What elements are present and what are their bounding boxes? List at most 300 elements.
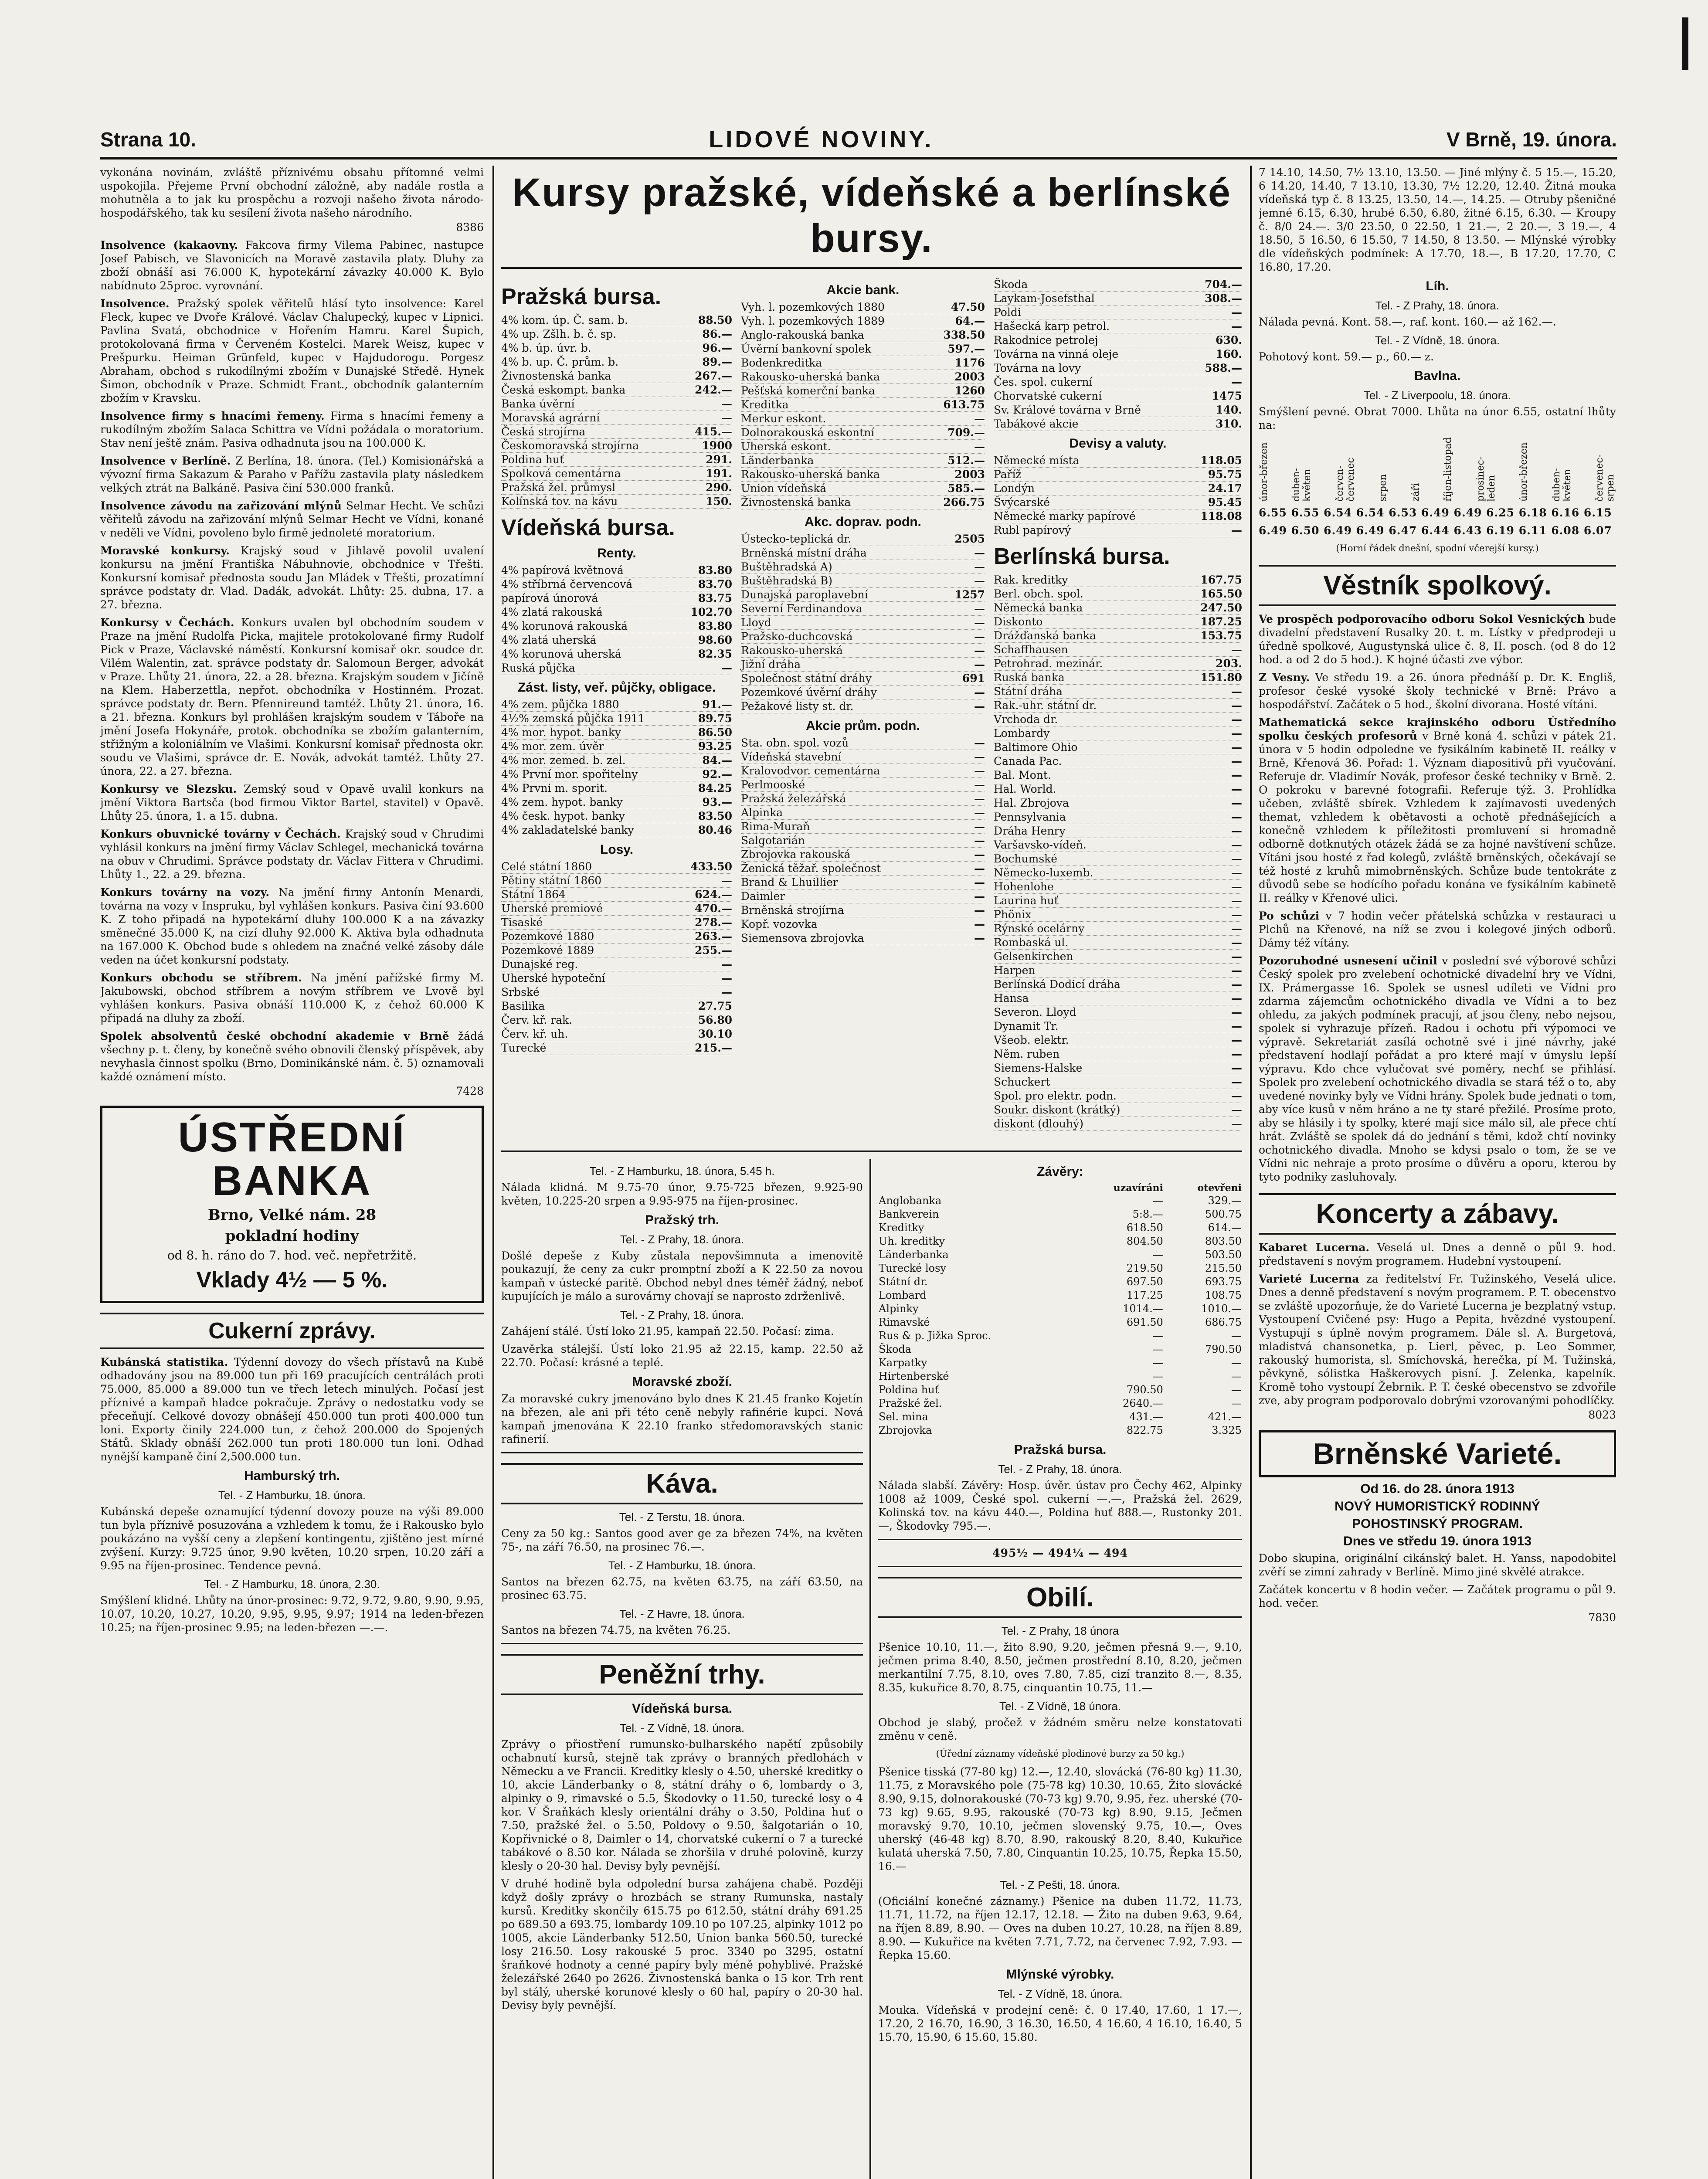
berlin-quote-row bbox=[994, 810, 1242, 824]
berlin-quote-row bbox=[994, 754, 1242, 768]
prague-quote-name: 4% b. up. Č. prům. b. bbox=[501, 356, 619, 368]
berlin-quote-name: Státní dráha bbox=[994, 685, 1063, 698]
insolvency-heading: Insolvence v Berlíně. bbox=[100, 455, 231, 467]
berlin-quote-name: Drážďanská banka bbox=[994, 629, 1096, 642]
industry-quote-name: Rima-Muraň bbox=[741, 820, 810, 833]
transport-quote-value: — bbox=[974, 700, 985, 713]
renty-quote-name: Ruská půjčka bbox=[501, 662, 575, 674]
zast-quote-value: 86.50 bbox=[698, 726, 732, 739]
renty-quote-row bbox=[501, 591, 732, 605]
zavery-row bbox=[878, 1343, 1242, 1356]
transport-quote-name: Rakousko-uherská bbox=[741, 644, 843, 657]
bank-quote-row bbox=[741, 314, 985, 328]
bank-quote-name: Rakousko-uherská banka bbox=[741, 370, 880, 383]
bank-quote-row bbox=[741, 440, 985, 454]
berlin-quote-row bbox=[994, 671, 1242, 685]
cotton-title: Bavlna. bbox=[1414, 369, 1461, 383]
industry-quote-row bbox=[741, 806, 985, 820]
insolvency-text: Fakcova firmy Vilema Pabinec, nastupce Josef Pabisch, ve Slavonicích na Moravě zastavila platy. Dluhy za zboží obnáší asi 76.000 K, hypotekární závazky 40.000 K. Bylo nabídnuto 25proc. vyrovnání. bbox=[100, 239, 484, 292]
industry-quote-2-name: Poldi bbox=[994, 306, 1021, 319]
prague-quote-row bbox=[501, 369, 732, 383]
losy-quote-name: Pozemkové 1880 bbox=[501, 930, 594, 943]
industry-quote-2-row bbox=[994, 361, 1242, 375]
zast-quote-row bbox=[501, 795, 732, 809]
zast-quote-value: 92.— bbox=[702, 768, 732, 781]
prague-quote-row bbox=[501, 439, 732, 453]
industry-quote-2-row bbox=[994, 389, 1242, 403]
column-divider-1 bbox=[492, 166, 494, 2179]
zast-quote-row bbox=[501, 726, 732, 740]
losy-quote-value: 30.10 bbox=[698, 1028, 732, 1040]
industry-quote-2-row bbox=[994, 319, 1242, 333]
club-news-heading: Z Vesny. bbox=[1259, 671, 1310, 684]
lead-signature: 8386 bbox=[456, 221, 484, 234]
bank-quote-row bbox=[741, 496, 985, 509]
issue-date: V Brně, 19. února. bbox=[1446, 128, 1617, 151]
mill-continuation: 7 14.10, 14.50, 7½ 13.10, 13.50. — Jiné mlýny č. 5 15.—, 15.20, 6 14.20, 14.40, 7 13.10, 13.30, 7½ 12.20, 12.40. Žitná mouka vídeňská typ č. 8 13.25, 13.50, 14.—, 14.25. — Otruby pšeničné jemné 6.15, 6.30, hrubé 6.50, 6.80, žitné 6.15, 6.30. — Kroupy č. 8/0 24.—. 3/0 23.50, 0 22.50, 1 21.—, 2 20.—, 3 19.—, 4 18.50, 5 16.50, 6 15.50, 7 14.50, 8 13.50. — Mlýnské výrobky dle vídeňských podmínek: A 17.70, 18.—, B 17.20, 17.70, C 16.80, 17.20. bbox=[1259, 166, 1616, 273]
club-news-item bbox=[1259, 716, 1616, 905]
transport-list bbox=[741, 532, 985, 713]
industry-quote-name: Salgotarián bbox=[741, 834, 805, 847]
zast-quote-name: 4% zakladatelské banky bbox=[501, 824, 634, 836]
transport-quote-value: — bbox=[974, 644, 985, 657]
transport-quote-name: Lloyd bbox=[741, 616, 771, 629]
industry-quote-name: Siemensova zbrojovka bbox=[741, 932, 864, 944]
insolvency-text: Selmar Hecht. Ve schůzi věřitelů závodu na zařizování mlýnů Selmar Hecht ve Vídni, konané v neděli ve Vídni, povoleno bylo firmě jednoleté moratorium. bbox=[100, 499, 484, 539]
spirit-tel-2: Tel. - Z Vídně, 18. února. bbox=[1375, 334, 1500, 347]
berlin-quote-name: Laurina huť bbox=[994, 894, 1059, 907]
industry-quote-row bbox=[741, 764, 985, 778]
cotton-month: duben-květen bbox=[1551, 468, 1573, 502]
industry-quote-2-name: Chorvatské cukerní bbox=[994, 390, 1102, 402]
hamburg-tel-2: Tel. - Z Hamburku, 18. února, 2.30. bbox=[204, 1578, 380, 1591]
bank-quote-value: 1176 bbox=[954, 356, 985, 369]
variete-text: Dobo skupina, originální cikánský balet. H. Yanss, napodobitel zvěří se zimní zahrady v Berlíně. Mimo jiné skvělé atrakce. bbox=[1259, 1552, 1616, 1578]
zavery-open: 803.50 bbox=[1205, 1235, 1242, 1247]
renty-quote-value: 83.75 bbox=[698, 592, 732, 604]
industry-quote-2-name: Laykam-Josefsthal bbox=[994, 292, 1095, 305]
zast-quote-row bbox=[501, 740, 732, 753]
transport-quote-name: Pozemkové úvěrní dráhy bbox=[741, 686, 877, 699]
berlin-quote-value: — bbox=[1231, 643, 1242, 656]
bank-quote-row bbox=[741, 342, 985, 356]
insolvency-text: Konkurs uvalen byl obchodním soudem v Praze na jmění Rudolfa Picka, majitele protokolované firmy Rudolf Pick v Praze, Václavské náměstí. Konkursní komisař okr. soudce dr. Vilém Walentin, zat. správce podstaty dr. Salomoun Berger, advokát v Praze. Lhůty 21. února, 22. a 28. března. Krajským soudem v Jičíně na Klem. Haberzettla, nepřot. obchodníka v Hostinném. Prozat. správce podstaty dr. Bern. Pfennireund tamtéž. Lhůty 21. února, 16. a 21. března. Konkurs byl prohlášen krajským soudem v Táboře na jmění Josefa Hokynáře, protok. obchodníka se zbožím galanterním, střižným a koloniálním ve Vlašimi. Konkursní komisař přednosta okr. soudu ve Vlašimi, správce dr. E. Novák, advokát tamtéž. Lhůty 27. února, 22. a 27. března. bbox=[100, 616, 484, 777]
bank-quote-value: 585.— bbox=[947, 482, 985, 495]
berlin-quote-value: 247.50 bbox=[1200, 601, 1242, 614]
column-1 bbox=[100, 166, 484, 2179]
zavery-name: Uh. kreditky bbox=[879, 1235, 945, 1247]
prague-quote-value: 290. bbox=[706, 481, 732, 494]
industry-quote-name: Perlmooské bbox=[741, 778, 805, 791]
berlin-quote-value: — bbox=[1231, 922, 1242, 935]
berlin-quote-name: Dráha Henry bbox=[994, 825, 1066, 837]
industry-quote-name: Pražská železářská bbox=[741, 792, 846, 805]
insolvency-item bbox=[100, 297, 484, 405]
devisy-quote-row bbox=[994, 454, 1242, 468]
berlin-quote-name: Hal. World. bbox=[994, 783, 1056, 795]
industry-quote-name: Kralovodvor. cementárna bbox=[741, 764, 880, 777]
zavery-close: 618.50 bbox=[1126, 1222, 1163, 1234]
losy-quote-row bbox=[501, 902, 732, 916]
prague-quote-name: Banka úvěrní bbox=[501, 397, 575, 410]
zavery-row bbox=[878, 1356, 1242, 1370]
berlin-quote-name: Petrohrad. mezinár. bbox=[994, 657, 1103, 670]
losy-quote-value: 255.— bbox=[695, 944, 732, 957]
insolvency-item bbox=[100, 238, 484, 292]
header-rule bbox=[100, 157, 1617, 160]
page-edge-mark bbox=[1682, 17, 1688, 70]
lead-paragraph: vykonána novinám, zvláště příznivému obsahu přítomné velmi uspokojila. Přejeme První obchodní záložně, aby nadále rostla a mohutněla a to jak ku prospěchu a rozvoji našeho života národo-hospodářského, tak ku sesílení života našeho národního. bbox=[100, 166, 484, 219]
berlin-quote-name: Bochumské bbox=[994, 852, 1058, 865]
losy-quote-row bbox=[501, 874, 732, 888]
berlin-quote-row bbox=[994, 643, 1242, 657]
transport-quote-value: — bbox=[974, 630, 985, 643]
zavery-name: Pražské žel. bbox=[879, 1397, 942, 1409]
transport-quote-row bbox=[741, 560, 985, 574]
zast-quote-name: 4% zem. hypot. banky bbox=[501, 796, 623, 808]
cotton-prices-today: 6.55 6.55 6.54 6.54 6.53 6.49 6.49 6.25 6.18 6.16 6.15 bbox=[1259, 506, 1612, 519]
variete-text-2: Začátek koncertu v 8 hodin večer. — Začátek programu o půl 9. hod. večer. bbox=[1259, 1583, 1616, 1609]
zavery-row bbox=[878, 1316, 1242, 1329]
berlin-quote-name: Gelsenkirchen bbox=[994, 950, 1073, 963]
devisy-list bbox=[994, 454, 1242, 537]
berlin-quote-value: — bbox=[1231, 950, 1242, 963]
losy-quote-name: Červ. kř. rak. bbox=[501, 1014, 573, 1026]
berlin-quote-value: — bbox=[1231, 908, 1242, 921]
bank-quote-row bbox=[741, 384, 985, 398]
industry-quote-2-value: 704.— bbox=[1205, 278, 1242, 291]
ad-deposits: Vklady 4½ — 5 %. bbox=[196, 1267, 388, 1293]
variete-date-2: Dnes ve středu 19. února 1913 bbox=[1343, 1534, 1531, 1548]
industry-quote-2-value: 1475 bbox=[1212, 390, 1242, 402]
club-news-title: Věstník spolkový. bbox=[1259, 565, 1616, 606]
zavery-open: 693.75 bbox=[1205, 1276, 1242, 1288]
hamburg-tel: Tel. - Z Hamburku, 18. února. bbox=[218, 1489, 366, 1502]
industry-quote-row bbox=[741, 792, 985, 806]
sugar-text: Týdenní dovozy do všech přístavů na Kubě odhadovány jsou na 89.000 tun při 169 pracujících centrálách proti 75.000, 85.000 a 89.000 tun ve třech letech minulých. Počasí jest příznivé a kampaň hladce pokračuje. Zprávy o nedostatku vody se přeceňují. Celkové dovozy obnášejí 450.000 tun proti 400.000 tun loni. Exporty činily 224.000 tun, z čehož 200.000 do Spojených Států. Sklady obnáší 262.000 tun proti 180.000 tun loni. Odhad nynější kampaně činí 2,500.000 tun. bbox=[100, 1356, 484, 1463]
insolvency-heading: Konkurs továrny na vozy. bbox=[100, 886, 270, 899]
renty-list bbox=[501, 563, 732, 675]
devisy-quote-value: 118.08 bbox=[1200, 510, 1242, 523]
zavery-close: — bbox=[1152, 1330, 1163, 1342]
variete-dates: Od 16. do 28. února 1913 bbox=[1360, 1482, 1514, 1496]
sugar-heading: Kubánská statistika. bbox=[100, 1356, 228, 1368]
berlin-quote-value: 167.75 bbox=[1200, 574, 1242, 586]
industry-quote-row bbox=[741, 876, 985, 889]
industry-quote-2-name: Sv. Králové továrna v Brně bbox=[994, 404, 1141, 416]
renty-quote-row bbox=[501, 605, 732, 619]
bank-quote-name: Dolnorakouská eskontní bbox=[741, 426, 875, 439]
industry-quote-row bbox=[741, 903, 985, 917]
column-2 bbox=[501, 1159, 863, 2179]
berlin-quote-value: — bbox=[1231, 797, 1242, 809]
berlin-quote-row bbox=[994, 1019, 1242, 1033]
money-tel: Tel. - Z Vídně, 18. února. bbox=[619, 1721, 745, 1734]
zavery-close: 804.50 bbox=[1126, 1235, 1163, 1247]
berlin-quote-value: — bbox=[1231, 825, 1242, 837]
industry-quote-value: — bbox=[974, 792, 985, 805]
losy-quote-row bbox=[501, 860, 732, 874]
transport-quote-row bbox=[741, 588, 985, 602]
berlin-quote-row bbox=[994, 880, 1242, 894]
industry-quote-row bbox=[741, 917, 985, 931]
devisy-quote-name: Německé místa bbox=[994, 454, 1080, 467]
prague-quote-row bbox=[501, 467, 732, 481]
zavery-praha-text: Nálada slabší. Závěry: Hosp. úvěr. ústav pro Čechy 462, Alpinky 1008 až 1009, České spol. cukerní —.—, Pražská žel. 2629, Kolinská tov. na kávu 440.—, Poldina huť 888.—, Rustonky 201.—, Škodovky 795.—. bbox=[878, 1479, 1242, 1532]
transport-quote-value: — bbox=[974, 616, 985, 629]
transport-quote-row bbox=[741, 658, 985, 672]
bank-quote-value: 709.— bbox=[947, 426, 985, 439]
prague-quote-value: 96.— bbox=[702, 342, 732, 354]
grain-title: Obilí. bbox=[878, 1577, 1242, 1618]
losy-quote-value: 470.— bbox=[695, 902, 732, 915]
losy-quote-row bbox=[501, 957, 732, 971]
berlin-quote-value: — bbox=[1231, 1103, 1242, 1116]
zast-title: Zást. listy, veř. půjčky, obligace. bbox=[517, 680, 716, 695]
mill-tel: Tel. - Z Vídně, 18. února. bbox=[998, 1987, 1123, 2000]
variete-program-2: POHOSTINSKÝ PROGRAM. bbox=[1352, 1517, 1523, 1531]
berlin-quote-row bbox=[994, 685, 1242, 699]
berlin-quote-name: Berl. obch. spol. bbox=[994, 587, 1083, 600]
transport-quote-row bbox=[741, 616, 985, 630]
coffee-text-3: Santos na březen 74.75, na květen 76.25. bbox=[501, 1624, 731, 1636]
newspaper-title: LIDOVÉ NOVINY. bbox=[709, 126, 934, 153]
berlin-quote-name: Soukr. diskont (krátký) bbox=[994, 1103, 1121, 1116]
bank-quote-row bbox=[741, 412, 985, 426]
prague-market-text-2: Zahájení stálé. Ústí loko 21.95, kampaň 22.50. Počasí: zima. bbox=[501, 1325, 834, 1337]
moravian-goods-title: Moravské zboží. bbox=[632, 1375, 733, 1389]
industry-quote-name: Brand & Lhuillier bbox=[741, 876, 839, 889]
grain-tel-2: Tel. - Z Vídně, 18 února. bbox=[999, 1700, 1121, 1713]
zast-quote-name: 4% První mor. spořitelny bbox=[501, 768, 638, 781]
berlin-quote-value: — bbox=[1231, 1062, 1242, 1074]
concert-item bbox=[1259, 1272, 1616, 1407]
zavery-open: 329.— bbox=[1208, 1195, 1242, 1207]
zavery-open: — bbox=[1231, 1397, 1242, 1409]
zavery-row bbox=[878, 1248, 1242, 1262]
column-divider-3 bbox=[1250, 166, 1252, 2179]
devisy-quote-value: 118.05 bbox=[1200, 454, 1242, 467]
cotton-months bbox=[1259, 436, 1616, 502]
berlin-bourse-list bbox=[994, 573, 1242, 1131]
industry-quote-row bbox=[741, 778, 985, 792]
exchange-hamburg-tel: Tel. - Z Hamburku, 18. února, 5.45 h. bbox=[589, 1164, 775, 1178]
berlin-quote-name: Dynamit Tr. bbox=[994, 1020, 1059, 1032]
losy-quote-name: Červ. kř. uh. bbox=[501, 1028, 568, 1040]
insolvency-heading: Insolvence. bbox=[100, 297, 170, 310]
industry-quote-row bbox=[741, 820, 985, 834]
berlin-quote-row bbox=[994, 726, 1242, 740]
prague-quote-row bbox=[501, 453, 732, 467]
industry-quote-name: Vídeňská stavební bbox=[741, 750, 842, 763]
exchange-title: Kursy pražské, vídeňské a berlínské bursy. bbox=[501, 170, 1242, 269]
berlin-quote-row bbox=[994, 838, 1242, 852]
insolvency-list bbox=[100, 238, 484, 1083]
berlin-quote-row bbox=[994, 1061, 1242, 1075]
berlin-quote-name: Německo-luxemb. bbox=[994, 866, 1093, 879]
column-4 bbox=[1259, 166, 1616, 2179]
renty-quote-value: — bbox=[721, 662, 732, 674]
moravian-goods-text: Za moravské cukry jmenováno bylo dnes K 21.45 franko Kojetín na březen, ale ani při této ceně nebyly rafinérie kupci. Nová kampaň jmenována K 22.10 franko středomoravských stanic rafinerií. bbox=[501, 1392, 863, 1446]
money-markets-title: Peněžní trhy. bbox=[501, 1654, 863, 1695]
renty-quote-row bbox=[501, 619, 732, 633]
industry-quote-2-name: Tabákové akcie bbox=[994, 417, 1079, 430]
zast-quote-name: 4% česk. hypot. banky bbox=[501, 810, 625, 822]
renty-quote-row bbox=[501, 661, 732, 675]
transport-quote-row bbox=[741, 546, 985, 560]
berlin-quote-value: — bbox=[1231, 936, 1242, 949]
spirit-text-2: Pohotový kont. 59.— p., 60.— z. bbox=[1259, 350, 1434, 363]
zast-quote-value: 84.— bbox=[702, 754, 732, 767]
zavery-close: — bbox=[1152, 1249, 1163, 1261]
bank-quote-value: 597.— bbox=[947, 343, 985, 355]
industry-quote-row bbox=[741, 834, 985, 848]
club-news-heading: Mathematická sekce krajinského odboru Ústředního spolku českých profesorů bbox=[1259, 716, 1616, 742]
losy-quote-value: 278.— bbox=[695, 916, 732, 929]
transport-quote-name: Severní Ferdinandova bbox=[741, 602, 862, 615]
coffee-title: Káva. bbox=[501, 1463, 863, 1504]
zast-quote-value: 83.50 bbox=[698, 810, 732, 822]
renty-quote-row bbox=[501, 577, 732, 591]
insolvency-item bbox=[100, 886, 484, 967]
berlin-quote-name: Berlínská Dodicí dráha bbox=[994, 978, 1121, 991]
bank-quote-value: — bbox=[974, 440, 985, 453]
losy-title: Losy. bbox=[600, 842, 634, 857]
berlin-quote-value: — bbox=[1231, 699, 1242, 712]
industry-list bbox=[741, 736, 985, 945]
losy-quote-value: — bbox=[721, 874, 732, 887]
industry-quote-row bbox=[741, 750, 985, 764]
bank-quote-row bbox=[741, 398, 985, 412]
berlin-quote-value: — bbox=[1231, 978, 1242, 991]
zavery-name: Lombard bbox=[879, 1289, 927, 1301]
zast-quote-row bbox=[501, 823, 732, 837]
prague-quote-value: — bbox=[721, 411, 732, 424]
prague-quote-row bbox=[501, 397, 732, 411]
vienna-bourse-title: Vídeňská bursa. bbox=[501, 515, 675, 540]
transport-quote-value: — bbox=[974, 560, 985, 573]
berlin-quote-name: Phönix bbox=[994, 908, 1032, 921]
transport-quote-row bbox=[741, 644, 985, 658]
zavery-name: Turecké losy bbox=[879, 1262, 946, 1274]
industry-quote-2-value: 310. bbox=[1216, 417, 1242, 430]
mill-text: Mouka. Vídeňská v prodejní ceně: č. 0 17.40, 17.60, 1 17.—, 17.20, 2 16.70, 16.90, 3 16.30, 16.50, 4 16.60, 4 16.10, 16.40, 5 15.70, 15.90, 6 15.60, 15.80. bbox=[878, 2004, 1242, 2043]
concert-text: za ředitelství Fr. Tužinského, Veselá ulice. Dnes a denně představení s novým programem. P. T. obecenstvo se zvláště upozorňuje, že do Varieté Lucerna je bezplatný vstup. Vystoupení Cvičené psy: Hugo a Pepita, hvězdné vystoupení. Vystupují s úplně novým programem. Dále sl. A. Burgetová, mladistvá chansonetka, p. Lierl, pěvec, p. Leo Sommer, rakouský humorista, sl. Smíchovská, herečka, pí M. Tužinská, pěvkyně, sólistka Haškerovych pisní. J. Zelenka, kapelník. Kromě toho vystoupí Žebrnik. P. T. české obecenstvo se zdvořile zve, aby program podporovalo dobrými vzorovanými pohodlíčky. bbox=[1259, 1273, 1616, 1407]
spirit-text: Nálada pevná. Kont. 58.—, raf. kont. 160.— až 162.—. bbox=[1259, 316, 1556, 328]
berlin-quote-value: 151.80 bbox=[1200, 671, 1242, 684]
industry-quote-2-value: — bbox=[1231, 320, 1242, 333]
berlin-quote-value: 153.75 bbox=[1200, 629, 1242, 642]
cotton-tel: Tel. - Z Liverpoolu, 18. února. bbox=[1363, 389, 1511, 402]
bank-quote-name: Länderbanka bbox=[741, 454, 814, 467]
industry-quote-row bbox=[741, 889, 985, 903]
industry-quote-value: — bbox=[974, 750, 985, 763]
industry-quote-2-value: — bbox=[1231, 306, 1242, 319]
transport-quote-value: 2505 bbox=[954, 533, 985, 545]
zavery-open: 3.325 bbox=[1212, 1424, 1242, 1436]
berlin-quote-name: Hohenlohe bbox=[994, 880, 1054, 893]
zavery-open: 686.75 bbox=[1205, 1316, 1242, 1328]
prague-market-text: Došlé depeše z Kuby zůstala nepovšimnuta a imenovitě poukazují, že ceny za cukr promptní zboží a K 22.50 za novou kampaň v ústecké paritě. Obchod nebyl dnes téměř žádný, neboť kupujících je málo a surovárny chovají se naprosto zdrženlivě. bbox=[501, 1249, 863, 1303]
hamburg-text-2: Smýšlení klidné. Lhůty na únor-prosinec: 9.72, 9.72, 9.80, 9.90, 9.95, 10.07, 10.20, 10.27, 10.20, 9.95, 9.95, 9.97; 1914 na leden-březen 10.25; na říjen-prosinec 9.95; na leden-březen —.—. bbox=[100, 1594, 484, 1634]
sugar-item bbox=[100, 1355, 484, 1463]
industry-quote-2-value: 630. bbox=[1216, 334, 1242, 346]
industry-quote-value: — bbox=[974, 737, 985, 749]
berlin-quote-row bbox=[994, 824, 1242, 838]
renty-quote-value: 82.35 bbox=[698, 648, 732, 660]
berlin-quote-value: — bbox=[1231, 783, 1242, 795]
berlin-quote-row bbox=[994, 615, 1242, 629]
losy-quote-name: Celé státní 1860 bbox=[501, 860, 592, 873]
zavery-close: 2640.— bbox=[1123, 1397, 1163, 1409]
berlin-quote-value: 165.50 bbox=[1200, 587, 1242, 600]
losy-quote-row bbox=[501, 985, 732, 999]
renty-quote-name: papírová únorová bbox=[501, 592, 598, 604]
bank-quote-name: Živnostenská banka bbox=[741, 496, 851, 509]
industry-quote-value: — bbox=[974, 862, 985, 875]
zavery-open: — bbox=[1231, 1357, 1242, 1369]
berlin-quote-row bbox=[994, 782, 1242, 796]
cotton-month: únor-březen bbox=[1518, 442, 1530, 502]
zast-quote-row bbox=[501, 712, 732, 726]
industry-quote-name: Alpinka bbox=[741, 806, 783, 819]
berlin-quote-name: Bal. Mont. bbox=[994, 769, 1051, 781]
industry-quote-2-row bbox=[994, 305, 1242, 319]
zast-quote-name: 4% zem. půjčka 1880 bbox=[501, 698, 619, 711]
insolvency-text: Pražský spolek věřitelů hlásí tyto insolvence: Karel Fleck, kupec ve Dvoře Králové. Václav Chalupecký, kupec v Lipnici. Pavlina Svatá, obchodnice v Hořením Hamru. Karel Šupich, protokolovaná firma v Červeném Kostelci. Marek Weisz, kupec v Prešpurku. Heiman Grünfeld, kupec v Hajdudorogu. Porgesz Abraham, obchod s rukodílnými zbožím v Dunajské Středě. Hynek Šimon, obchodník v Praze. Schmidt Frant., obchodník galanterním zbožím v Kravsku. bbox=[100, 297, 484, 404]
berlin-quote-row bbox=[994, 1047, 1242, 1061]
berlin-quote-name: Něm. ruben bbox=[994, 1048, 1060, 1060]
grain-text: Pšenice 10.10, 11.—, žito 8.90, 9.20, ječmen přesná 9.—, 9.10, ječmen prima 8.40, 8.50, ječmen prostřední 8.10, 8.20, ječmen merkantilní 7.75, 8.10, oves 7.80, 7.85, cizí tranzito 8.—, 8.35, 8.35, kukuřice 8.70, 8.75, cinquantin 10.75, 11.— bbox=[878, 1641, 1242, 1694]
bank-quote-name: Uherská eskont. bbox=[741, 440, 831, 453]
bank-quote-row bbox=[741, 328, 985, 342]
devisy-quote-name: Rubl papírový bbox=[994, 524, 1071, 536]
insolvency-heading: Insolvence závodu na zařizování mlýnů bbox=[100, 499, 342, 512]
losy-quote-name: Státní 1864 bbox=[501, 888, 566, 901]
berlin-quote-value: — bbox=[1231, 685, 1242, 698]
zavery-close: — bbox=[1152, 1343, 1163, 1355]
berlin-quote-value: — bbox=[1231, 1117, 1242, 1130]
insolvency-item bbox=[100, 409, 484, 450]
berlin-quote-row bbox=[994, 796, 1242, 810]
zast-quote-value: 84.25 bbox=[698, 782, 732, 794]
prague-quote-value: 150. bbox=[706, 495, 732, 508]
prague-quote-name: 4% b. úp. úvr. b. bbox=[501, 342, 591, 354]
exchange-col-b bbox=[741, 278, 985, 1131]
industry-quote-value: — bbox=[974, 806, 985, 819]
berlin-quote-row bbox=[994, 991, 1242, 1005]
berlin-quote-row bbox=[994, 573, 1242, 587]
zavery-name: Státní dr. bbox=[879, 1276, 928, 1288]
industry-quote-value: — bbox=[974, 778, 985, 791]
industry-quote-2-name: Rakodnice petrolej bbox=[994, 334, 1098, 346]
zast-quote-value: 89.75 bbox=[698, 712, 732, 725]
zavery-row bbox=[878, 1329, 1242, 1343]
bank-quote-value: 512.— bbox=[947, 454, 985, 467]
losy-quote-name: Pětiny státní 1860 bbox=[501, 874, 602, 887]
zast-quote-value: 91.— bbox=[702, 698, 732, 711]
transport-quote-row bbox=[741, 532, 985, 546]
insolvency-item bbox=[100, 616, 484, 778]
zavery-col-name bbox=[878, 1182, 1076, 1194]
variete-logo: Brněnské Varieté. bbox=[1259, 1430, 1616, 1477]
renty-quote-value: 102.70 bbox=[690, 606, 732, 618]
industry-quote-2-value: — bbox=[1231, 376, 1242, 388]
club-news-item bbox=[1259, 671, 1616, 711]
berlin-quote-name: Severon. Lloyd bbox=[994, 1006, 1076, 1018]
bank-quote-value: 338.50 bbox=[943, 329, 985, 341]
transport-quote-row bbox=[741, 630, 985, 644]
